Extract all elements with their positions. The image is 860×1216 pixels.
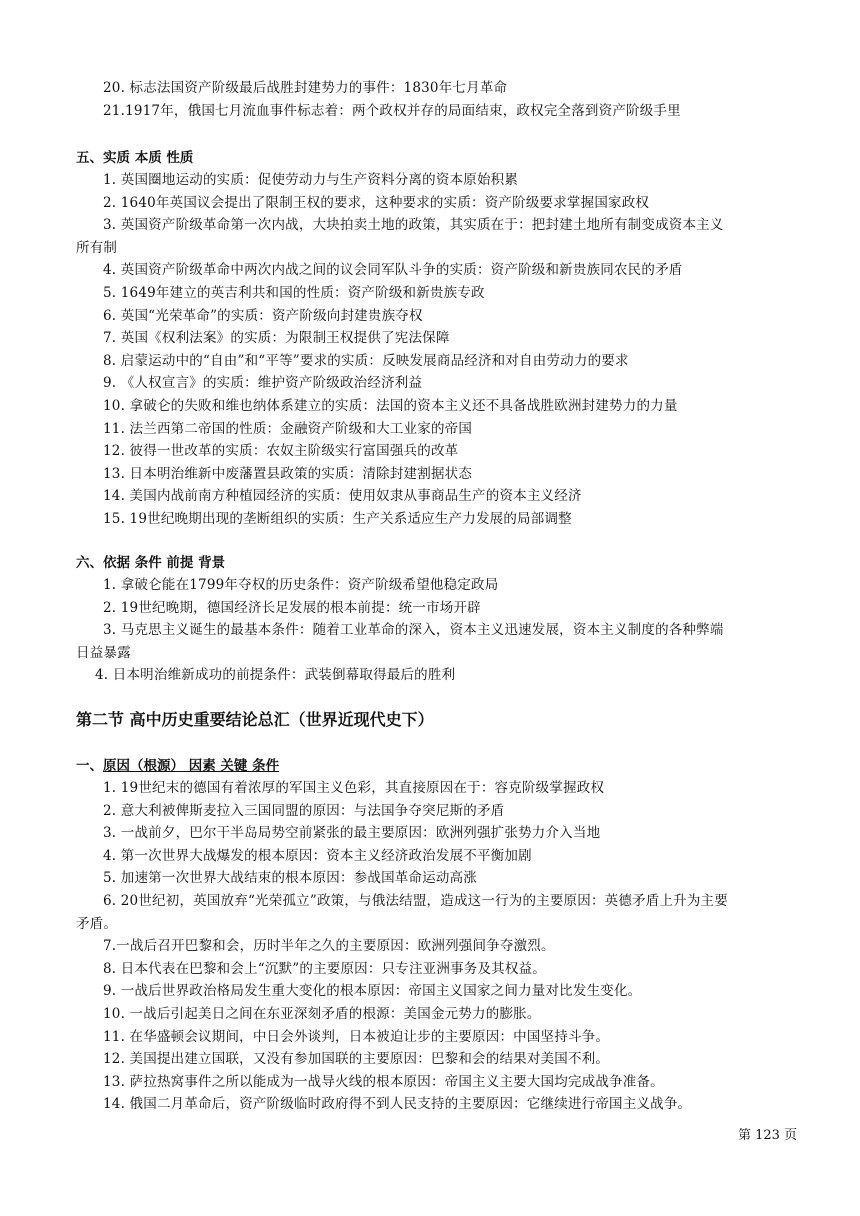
list-item-continuation: 日益暴露	[76, 644, 131, 661]
section-essence	[0, 147, 860, 531]
list-item: 12. 美国提出建立国联，又没有参加国联的主要原因：巴黎和会的结果对美国不利。	[103, 1051, 610, 1068]
list-item: 4. 英国资产阶级革命中两次内战之间的议会同军队斗争的实质：资产阶级和新贵族同农民的矛盾	[103, 262, 683, 279]
list-item: 6. 20世纪初，英国放弃“光荣孤立”政策，与俄法结盟，造成这一行为的主要原因：英德矛盾上升为主要	[103, 892, 728, 909]
list-item: 9. 《人权宣言》的实质：维护资产阶级政治经济利益	[103, 375, 423, 392]
section-causes	[0, 755, 860, 1116]
list-item: 20. 标志法国资产阶级最后战胜封建势力的事件：1830年七月革命	[103, 80, 508, 96]
section-conditions	[0, 552, 860, 687]
list-item: 5. 加速第一次世界大战结束的根本原因：参战国革命运动高涨	[103, 870, 477, 887]
section-heading: 六、依据 条件 前提 背景	[76, 555, 226, 571]
list-item: 8. 启蒙运动中的“自由”和“平等”要求的实质：反映发展商品经济和对自由劳动力的要求	[103, 352, 629, 369]
list-item: 8. 日本代表在巴黎和会上“沉默”的主要原因：只专注亚洲事务及其权益。	[103, 960, 546, 977]
list-item: 7.一战后召开巴黎和会，历时半年之久的主要原因：欧洲列强间争夺激烈。	[103, 938, 555, 955]
section-heading: 五、实质 本质 性质	[76, 150, 194, 166]
list-item: 7. 英国《权利法案》的实质：为限制王权提供了宪法保障	[103, 330, 450, 347]
list-item: 13. 日本明治维新中废藩置县政策的实质：清除封建割据状态	[103, 465, 473, 482]
heading-underlined: 原因（根源） 因素 关键 条件	[103, 758, 280, 774]
list-item: 2. 1640年英国议会提出了限制王权的要求，这种要求的实质：资产阶级要求掌握国家政权	[103, 194, 650, 211]
list-item-continuation: 矛盾。	[76, 915, 118, 932]
list-item: 5. 1649年建立的英吉利共和国的性质：资产阶级和新贵族专政	[103, 284, 485, 301]
list-item: 14. 美国内战前南方种植园经济的实质：使用奴隶从事商品生产的资本主义经济	[103, 488, 582, 505]
list-item: 10. 一战后引起美日之间在东亚深刻矛盾的根源：美国金元势力的膨胀。	[103, 1005, 541, 1022]
list-item: 1. 英国圈地运动的实质：促使劳动力与生产资料分离的资本原始积累	[103, 172, 519, 188]
list-item: 11. 在华盛顿会议期间，中日会外谈判，日本被迫让步的主要原因：中国坚持斗争。	[103, 1028, 610, 1045]
list-item: 1. 19世纪末的德国有着浓厚的军国主义色彩，其直接原因在于：容克阶级掌握政权	[103, 780, 605, 796]
list-item: 4. 日本明治维新成功的前提条件：武装倒幕取得最后的胜利	[95, 667, 456, 684]
continued-list	[0, 77, 860, 122]
heading-prefix: 一、	[76, 758, 103, 774]
list-item: 6. 英国“光荣革命”的实质：资产阶级向封建贵族夺权	[103, 307, 423, 324]
list-item: 15. 19世纪晚期出现的垄断组织的实质：生产关系适应生产力发展的局部调整	[103, 510, 572, 527]
section-heading	[0, 755, 860, 777]
list-item: 3. 一战前夕，巴尔干半岛局势空前紧张的最主要原因：欧洲列强扩张势力介入当地	[103, 825, 601, 842]
list-item: 4. 第一次世界大战爆发的根本原因：资本主义经济政治发展不平衡加剧	[103, 847, 532, 864]
page-number: 第 123 页	[738, 1128, 798, 1143]
list-item-continuation: 所有制	[76, 239, 118, 256]
list-item: 1. 拿破仑能在1799年夺权的历史条件：资产阶级希望他稳定政局	[103, 577, 499, 593]
list-item: 11. 法兰西第二帝国的性质：金融资产阶级和大工业家的帝国	[103, 420, 473, 437]
list-item: 12. 彼得一世改革的实质：农奴主阶级实行富国强兵的改革	[103, 443, 459, 460]
list-item: 14. 俄国二月革命后，资产阶级临时政府得不到人民支持的主要原因：它继续进行帝国主义战争。	[103, 1096, 692, 1113]
list-item: 9. 一战后世界政治格局发生重大变化的根本原因：帝国主义国家之间力量对比发生变化。	[103, 983, 642, 1000]
list-item: 3. 马克思主义诞生的最基本条件：随着工业革命的深入，资本主义迅速发展，资本主义制度的各种弊端	[103, 622, 724, 639]
list-item: 2. 19世纪晚期，德国经济长足发展的根本前提：统一市场开辟	[103, 599, 481, 616]
chapter-section	[0, 707, 860, 733]
list-item: 21.1917年，俄国七月流血事件标志着：两个政权并存的局面结束，政权完全落到资产阶级手里	[103, 102, 681, 119]
list-item: 13. 萨拉热窝事件之所以能成为一战导火线的根本原因：帝国主义主要大国均完成战争准备。	[103, 1073, 664, 1090]
list-item: 2. 意大利被俾斯麦拉入三国同盟的原因：与法国争夺突尼斯的矛盾	[103, 802, 505, 819]
list-item: 3. 英国资产阶级革命第一次内战，大块拍卖土地的政策，其实质在于：把封建土地所有制变成资本主义	[103, 217, 724, 234]
section-title: 第二节 高中历史重要结论总汇（世界近现代史下）	[76, 710, 434, 729]
list-item: 10. 拿破仑的失败和维也纳体系建立的实质：法国的资本主义还不具备战胜欧洲封建势力的力量	[103, 397, 678, 414]
